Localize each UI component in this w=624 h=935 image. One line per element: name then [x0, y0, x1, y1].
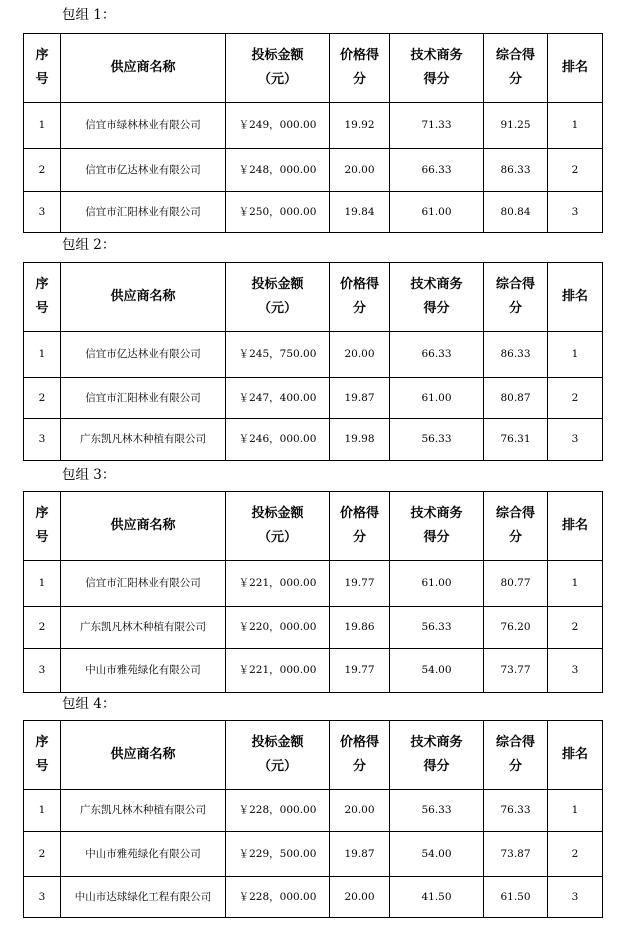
- header-rank: 排名: [548, 263, 603, 332]
- cell-rank: 3: [548, 419, 603, 461]
- cell-tech: 41.50: [390, 877, 484, 918]
- header-rank: 排名: [548, 34, 603, 103]
- package-2-table: [23, 262, 603, 461]
- cell-rank: 2: [548, 832, 603, 877]
- cell-seq: 2: [24, 607, 61, 649]
- cell-seq: 1: [24, 103, 61, 149]
- package-2-label: 包组 2：: [62, 237, 116, 253]
- cell-supplier: 信宜市亿达林业有限公司: [61, 332, 226, 378]
- cell-rank: 1: [548, 332, 603, 378]
- package-3-table: [23, 491, 603, 693]
- cell-tech: 66.33: [390, 149, 484, 192]
- cell-total: 73.77: [484, 649, 548, 693]
- header-bid: 投标金额 （元）: [226, 263, 330, 332]
- header-total: 综合得 分: [484, 263, 548, 332]
- package-1-table: [23, 33, 603, 233]
- cell-seq: 2: [24, 149, 61, 192]
- cell-bid: ￥248，000.00: [226, 149, 330, 192]
- cell-tech: 61.00: [390, 192, 484, 233]
- cell-bid: ￥229，500.00: [226, 832, 330, 877]
- cell-supplier: 广东凯凡林木种植有限公司: [61, 790, 226, 832]
- header-price: 价格得 分: [330, 492, 390, 561]
- cell-price: 19.87: [330, 378, 390, 419]
- header-row: [24, 34, 603, 103]
- header-tech: 技术商务 得分: [390, 492, 484, 561]
- cell-bid: ￥221，000.00: [226, 649, 330, 693]
- cell-seq: 2: [24, 832, 61, 877]
- cell-tech: 61.00: [390, 378, 484, 419]
- header-supplier: 供应商名称: [61, 263, 226, 332]
- cell-supplier: 信宜市亿达林业有限公司: [61, 149, 226, 192]
- header-seq: 序 号: [24, 721, 61, 790]
- cell-price: 20.00: [330, 790, 390, 832]
- cell-bid: ￥228，000.00: [226, 790, 330, 832]
- cell-supplier: 信宜市汇阳林业有限公司: [61, 561, 226, 607]
- cell-total: 86.33: [484, 149, 548, 192]
- cell-total: 86.33: [484, 332, 548, 378]
- cell-tech: 54.00: [390, 832, 484, 877]
- package-3-label: 包组 3：: [62, 467, 116, 483]
- cell-price: 20.00: [330, 877, 390, 918]
- cell-supplier: 中山市雅苑绿化有限公司: [61, 649, 226, 693]
- cell-total: 80.77: [484, 561, 548, 607]
- header-row: [24, 721, 603, 790]
- cell-price: 19.98: [330, 419, 390, 461]
- cell-bid: ￥246，000.00: [226, 419, 330, 461]
- cell-seq: 3: [24, 649, 61, 693]
- cell-total: 91.25: [484, 103, 548, 149]
- cell-seq: 2: [24, 378, 61, 419]
- package-4-table: [23, 720, 603, 918]
- table-row: [24, 561, 603, 607]
- table-row: [24, 378, 603, 419]
- cell-tech: 66.33: [390, 332, 484, 378]
- cell-tech: 54.00: [390, 649, 484, 693]
- cell-total: 76.20: [484, 607, 548, 649]
- cell-bid: ￥250，000.00: [226, 192, 330, 233]
- cell-total: 73.87: [484, 832, 548, 877]
- header-supplier: 供应商名称: [61, 721, 226, 790]
- cell-rank: 1: [548, 790, 603, 832]
- header-rank: 排名: [548, 492, 603, 561]
- header-price: 价格得 分: [330, 263, 390, 332]
- package-1-label: 包组 1：: [62, 7, 116, 23]
- cell-price: 19.77: [330, 561, 390, 607]
- header-seq: 序 号: [24, 263, 61, 332]
- cell-seq: 3: [24, 192, 61, 233]
- table-row: [24, 149, 603, 192]
- cell-rank: 2: [548, 607, 603, 649]
- cell-bid: ￥245，750.00: [226, 332, 330, 378]
- cell-seq: 3: [24, 877, 61, 918]
- cell-price: 19.84: [330, 192, 390, 233]
- cell-total: 80.87: [484, 378, 548, 419]
- cell-price: 20.00: [330, 332, 390, 378]
- table-row: [24, 877, 603, 918]
- cell-bid: ￥249，000.00: [226, 103, 330, 149]
- header-tech: 技术商务 得分: [390, 721, 484, 790]
- header-seq: 序 号: [24, 34, 61, 103]
- table-row: [24, 607, 603, 649]
- cell-tech: 61.00: [390, 561, 484, 607]
- table-row: [24, 192, 603, 233]
- table-row: [24, 419, 603, 461]
- header-total: 综合得 分: [484, 34, 548, 103]
- cell-price: 19.87: [330, 832, 390, 877]
- header-tech: 技术商务 得分: [390, 34, 484, 103]
- table-row: [24, 790, 603, 832]
- cell-supplier: 中山市雅苑绿化有限公司: [61, 832, 226, 877]
- cell-price: 19.92: [330, 103, 390, 149]
- header-total: 综合得 分: [484, 721, 548, 790]
- cell-supplier: 信宜市绿林林业有限公司: [61, 103, 226, 149]
- header-bid: 投标金额 （元）: [226, 721, 330, 790]
- cell-total: 61.50: [484, 877, 548, 918]
- cell-total: 76.31: [484, 419, 548, 461]
- package-4-label: 包组 4：: [62, 696, 116, 712]
- header-seq: 序 号: [24, 492, 61, 561]
- cell-seq: 1: [24, 332, 61, 378]
- header-row: [24, 492, 603, 561]
- cell-bid: ￥221，000.00: [226, 561, 330, 607]
- table-row: [24, 332, 603, 378]
- header-price: 价格得 分: [330, 721, 390, 790]
- table-row: [24, 832, 603, 877]
- cell-supplier: 广东凯凡林木种植有限公司: [61, 419, 226, 461]
- cell-bid: ￥220，000.00: [226, 607, 330, 649]
- cell-tech: 71.33: [390, 103, 484, 149]
- header-bid: 投标金额 （元）: [226, 492, 330, 561]
- cell-supplier: 广东凯凡林木种植有限公司: [61, 607, 226, 649]
- cell-bid: ￥247，400.00: [226, 378, 330, 419]
- header-price: 价格得 分: [330, 34, 390, 103]
- cell-tech: 56.33: [390, 790, 484, 832]
- table-row: [24, 649, 603, 693]
- cell-rank: 1: [548, 103, 603, 149]
- cell-tech: 56.33: [390, 607, 484, 649]
- header-rank: 排名: [548, 721, 603, 790]
- header-row: [24, 263, 603, 332]
- cell-rank: 3: [548, 649, 603, 693]
- header-supplier: 供应商名称: [61, 492, 226, 561]
- cell-price: 19.77: [330, 649, 390, 693]
- cell-price: 20.00: [330, 149, 390, 192]
- cell-total: 80.84: [484, 192, 548, 233]
- table-row: [24, 103, 603, 149]
- cell-seq: 3: [24, 419, 61, 461]
- cell-seq: 1: [24, 561, 61, 607]
- cell-rank: 3: [548, 192, 603, 233]
- cell-tech: 56.33: [390, 419, 484, 461]
- header-total: 综合得 分: [484, 492, 548, 561]
- cell-supplier: 信宜市汇阳林业有限公司: [61, 192, 226, 233]
- header-tech: 技术商务 得分: [390, 263, 484, 332]
- cell-total: 76.33: [484, 790, 548, 832]
- cell-supplier: 信宜市汇阳林业有限公司: [61, 378, 226, 419]
- cell-supplier: 中山市达球绿化工程有限公司: [61, 877, 226, 918]
- cell-seq: 1: [24, 790, 61, 832]
- cell-rank: 2: [548, 378, 603, 419]
- header-supplier: 供应商名称: [61, 34, 226, 103]
- cell-rank: 3: [548, 877, 603, 918]
- cell-bid: ￥228，000.00: [226, 877, 330, 918]
- cell-rank: 2: [548, 149, 603, 192]
- cell-price: 19.86: [330, 607, 390, 649]
- cell-rank: 1: [548, 561, 603, 607]
- header-bid: 投标金额 （元）: [226, 34, 330, 103]
